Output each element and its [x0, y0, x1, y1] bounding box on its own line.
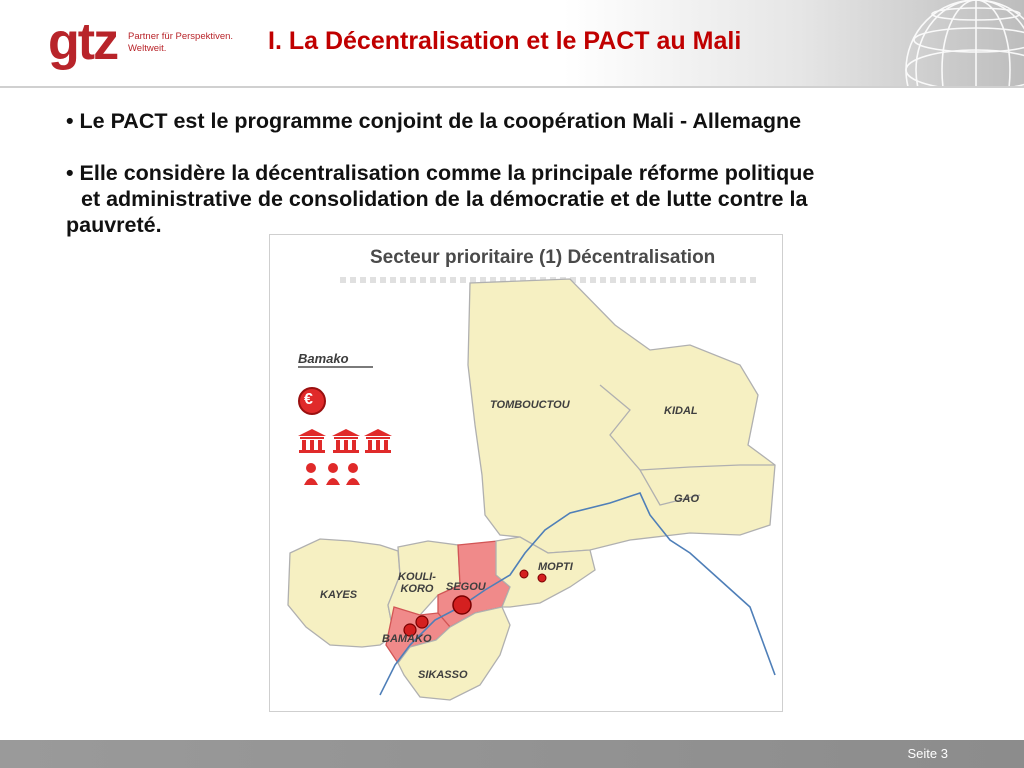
people-icons	[304, 463, 360, 485]
logo-tagline-line1: Partner für Perspektiven.	[128, 31, 234, 42]
label-kidal: KIDAL	[664, 405, 698, 417]
city-mopti-marker-2	[538, 574, 546, 582]
label-segou: SEGOU	[446, 581, 486, 593]
label-mopti: MOPTI	[538, 561, 573, 573]
globe-icon	[884, 0, 1024, 86]
gtz-logo: gtz	[48, 13, 118, 71]
label-koulikoro	[398, 571, 436, 595]
bullet-list	[66, 108, 966, 238]
label-koulikoro-line2: KORO	[400, 583, 434, 595]
euro-symbol: €	[304, 391, 313, 408]
page-number: Seite 3	[907, 746, 948, 761]
mali-map	[269, 234, 783, 712]
label-koulikoro-line1: KOULI-	[398, 571, 436, 583]
slide-footer	[0, 740, 1024, 768]
map-title: Secteur prioritaire (1) Décentralisation	[370, 247, 716, 268]
label-tombouctou: TOMBOUCTOU	[490, 399, 570, 411]
label-kayes: KAYES	[320, 589, 358, 601]
logo-tagline	[128, 31, 233, 55]
institution-icons	[298, 429, 392, 453]
city-bamako-marker-2	[416, 616, 428, 628]
logo-tagline-line2: Weltweit.	[128, 43, 167, 54]
bullet-decentralisation-line2: et administrative de consolidation de la démocratie et de lutte contre la	[81, 187, 808, 211]
label-sikasso: SIKASSO	[418, 669, 468, 681]
label-bamako: BAMAKO	[382, 633, 432, 645]
label-gao: GAO	[674, 493, 700, 505]
region-north	[468, 279, 775, 553]
city-mopti-marker-1	[520, 570, 528, 578]
bullet-decentralisation-line3: pauvreté.	[66, 213, 162, 237]
bullet-decentralisation	[66, 160, 966, 238]
bullet-pact: • Le PACT est le programme conjoint de la coopération Mali - Allemagne	[66, 109, 802, 133]
bullet-decentralisation-line1: • Elle considère la décentralisation comme la principale réforme politique	[66, 161, 815, 185]
city-segou-marker	[453, 596, 471, 614]
legend-title: Bamako	[298, 351, 373, 368]
slide-title: I. La Décentralisation et le PACT au Mali	[268, 27, 742, 55]
slide-header	[0, 0, 1024, 88]
map-drawing	[270, 235, 784, 713]
